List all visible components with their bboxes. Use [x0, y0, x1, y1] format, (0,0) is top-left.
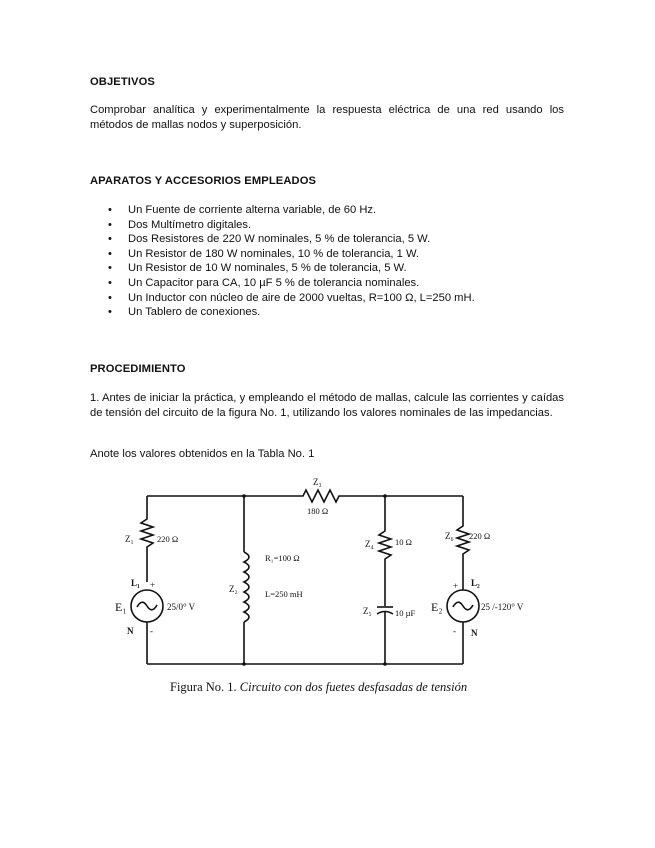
- list-item: • Un Fuente de corriente alterna variable, de 60 Hz.: [108, 203, 475, 218]
- circuit-diagram: [103, 474, 524, 674]
- objetivos-heading: OBJETIVOS: [90, 76, 155, 88]
- junction-dot: [242, 662, 246, 666]
- z3-value: 180 Ω: [307, 506, 329, 516]
- procedimiento-heading: PROCEDIMIENTO: [90, 363, 186, 375]
- z4-value: 10 Ω: [395, 537, 412, 547]
- e1-value: 25/0° V: [167, 602, 196, 612]
- z2-inductor: [244, 552, 249, 622]
- l-value: L=250 mH: [265, 589, 303, 599]
- list-item: • Un Tablero de conexiones.: [108, 305, 475, 320]
- z5-label: Z₅: [363, 606, 372, 616]
- z3-label: Z₃: [313, 477, 322, 487]
- z1-label: Z₁: [125, 534, 134, 544]
- r1-label: R₁=100 Ω: [265, 553, 300, 563]
- z5-value: 10 µF: [395, 608, 416, 618]
- aparatos-heading: APARATOS Y ACCESORIOS EMPLEADOS: [90, 175, 317, 187]
- list-item: • Un Inductor con núcleo de aire de 2000 vueltas, R=100 Ω, L=250 mH.: [108, 291, 475, 306]
- l1-label: L₁: [131, 578, 140, 588]
- z3-resistor: [299, 490, 463, 502]
- figure-caption-label: Figura No. 1.: [170, 680, 237, 694]
- e1-sine: [137, 602, 157, 610]
- list-item: • Un Resistor de 10 W nominales, 5 % de tolerancia, 5 W.: [108, 261, 475, 276]
- e2-plus: +: [453, 581, 459, 591]
- e1-label: E₁: [115, 600, 127, 614]
- z4-label: Z₄: [365, 539, 374, 549]
- aparatos-list: [108, 203, 475, 320]
- z4-resistor: [379, 496, 391, 606]
- z6-resistor: [457, 496, 469, 590]
- e2-sine: [453, 602, 473, 610]
- list-item: • Un Resistor de 180 W nominales, 10 % de tolerancia, 1 W.: [108, 247, 475, 262]
- e2-label: E₂: [431, 600, 443, 614]
- n-left-label: N: [127, 626, 134, 636]
- junction-dot: [242, 494, 246, 498]
- junction-dot: [383, 494, 387, 498]
- procedimiento-note: Anote los valores obtenidos en la Tabla No. 1: [90, 448, 315, 460]
- junction-dot: [383, 662, 387, 666]
- list-item: • Dos Resistores de 220 W nominales, 5 % de tolerancia, 5 W.: [108, 232, 475, 247]
- e2-minus: -: [453, 626, 456, 636]
- z1-resistor: [141, 496, 153, 582]
- e2-value: 25 /-120° V: [481, 602, 524, 612]
- objetivos-text: Comprobar analítica y experimentalmente la respuesta eléctrica de una red usando los métodos de mallas nodos y superposición.: [90, 104, 564, 131]
- n-right-label: N: [471, 628, 478, 638]
- e1-minus: -: [150, 626, 153, 636]
- list-item: • Dos Multímetro digitales.: [108, 218, 475, 233]
- z1-value: 220 Ω: [157, 534, 179, 544]
- procedimiento-step1: 1. Antes de iniciar la práctica, y empleando el método de mallas, calcule las corrientes y caídas de tensión del circuito de la figura No. 1, utilizando los valores nominales de las impedancias.: [90, 392, 564, 419]
- figure-caption: [170, 680, 490, 695]
- e1-plus: +: [150, 580, 156, 590]
- z2-label: Z₂: [229, 584, 238, 594]
- list-item: • Un Capacitor para CA, 10 µF 5 % de tolerancia nominales.: [108, 276, 475, 291]
- z6-label: Z₆: [445, 531, 454, 541]
- z6-value: 220 Ω: [469, 531, 491, 541]
- l2-label: L₂: [471, 578, 480, 588]
- figure-caption-text: Circuito con dos fuetes desfasadas de tensión: [239, 680, 468, 694]
